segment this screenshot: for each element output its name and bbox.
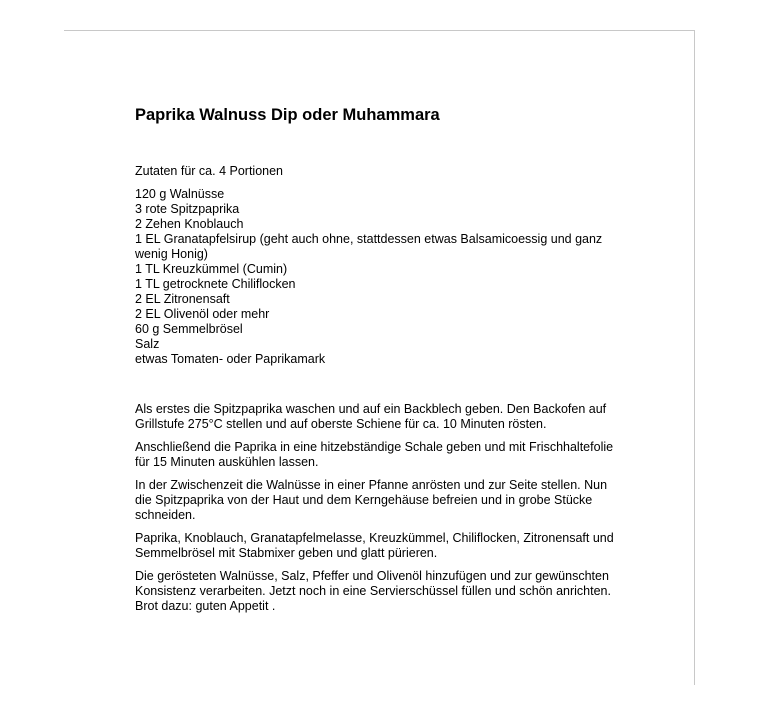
ingredient-item: 2 EL Zitronensaft	[135, 292, 230, 306]
recipe-title: Paprika Walnuss Dip oder Muhammara	[135, 106, 440, 124]
ingredient-item: 60 g Semmelbrösel	[135, 322, 243, 336]
servings-text: Zutaten für ca. 4 Portionen	[135, 164, 284, 178]
page-border-top	[64, 30, 694, 31]
ingredient-item: etwas Tomaten- oder Paprikamark	[135, 352, 326, 366]
ingredient-item: 1 TL getrocknete Chiliflocken	[135, 277, 296, 291]
ingredient-item: 2 EL Olivenöl oder mehr	[135, 307, 270, 321]
instruction-step: Anschließend die Paprika in eine hitzebständige Schale geben und mit Frischhaltefolie für 15 Minuten auskühlen lassen.	[135, 440, 614, 469]
ingredient-item: 1 EL Granatapfelsirup (geht auch ohne, stattdessen etwas Balsamicoessig und ganz wenig Honig)	[135, 232, 603, 261]
document-body	[135, 105, 625, 622]
instruction-step: In der Zwischenzeit die Walnüsse in einer Pfanne anrösten und zur Seite stellen. Nun die Spitzpaprika von der Haut und dem Kerngehäuse befreien und in grobe Stücke schneiden.	[135, 478, 608, 522]
page-border-right	[694, 30, 695, 685]
instruction-step: Paprika, Knoblauch, Granatapfelmelasse, Kreuzkümmel, Chiliflocken, Zitronensaft und Semmelbrösel mit Stabmixer geben und glatt pürieren.	[135, 531, 614, 560]
ingredient-item: 3 rote Spitzpaprika	[135, 202, 240, 216]
ingredient-item: 120 g Walnüsse	[135, 187, 225, 201]
instructions	[135, 402, 625, 614]
ingredient-list	[135, 187, 625, 367]
instruction-step: Als erstes die Spitzpaprika waschen und auf ein Backblech geben. Den Backofen auf Grillstufe 275°C stellen und auf oberste Schiene für ca. 10 Minuten rösten.	[135, 402, 607, 431]
ingredient-item: 2 Zehen Knoblauch	[135, 217, 244, 231]
ingredient-item: Salz	[135, 337, 160, 351]
ingredient-item: 1 TL Kreuzkümmel (Cumin)	[135, 262, 288, 276]
instruction-step: Die gerösteten Walnüsse, Salz, Pfeffer und Olivenöl hinzufügen und zur gewünschten Konsistenz verarbeiten. Jetzt noch in eine Servierschüssel füllen und schön anrichten. Brot dazu: guten Appetit .	[135, 569, 611, 613]
